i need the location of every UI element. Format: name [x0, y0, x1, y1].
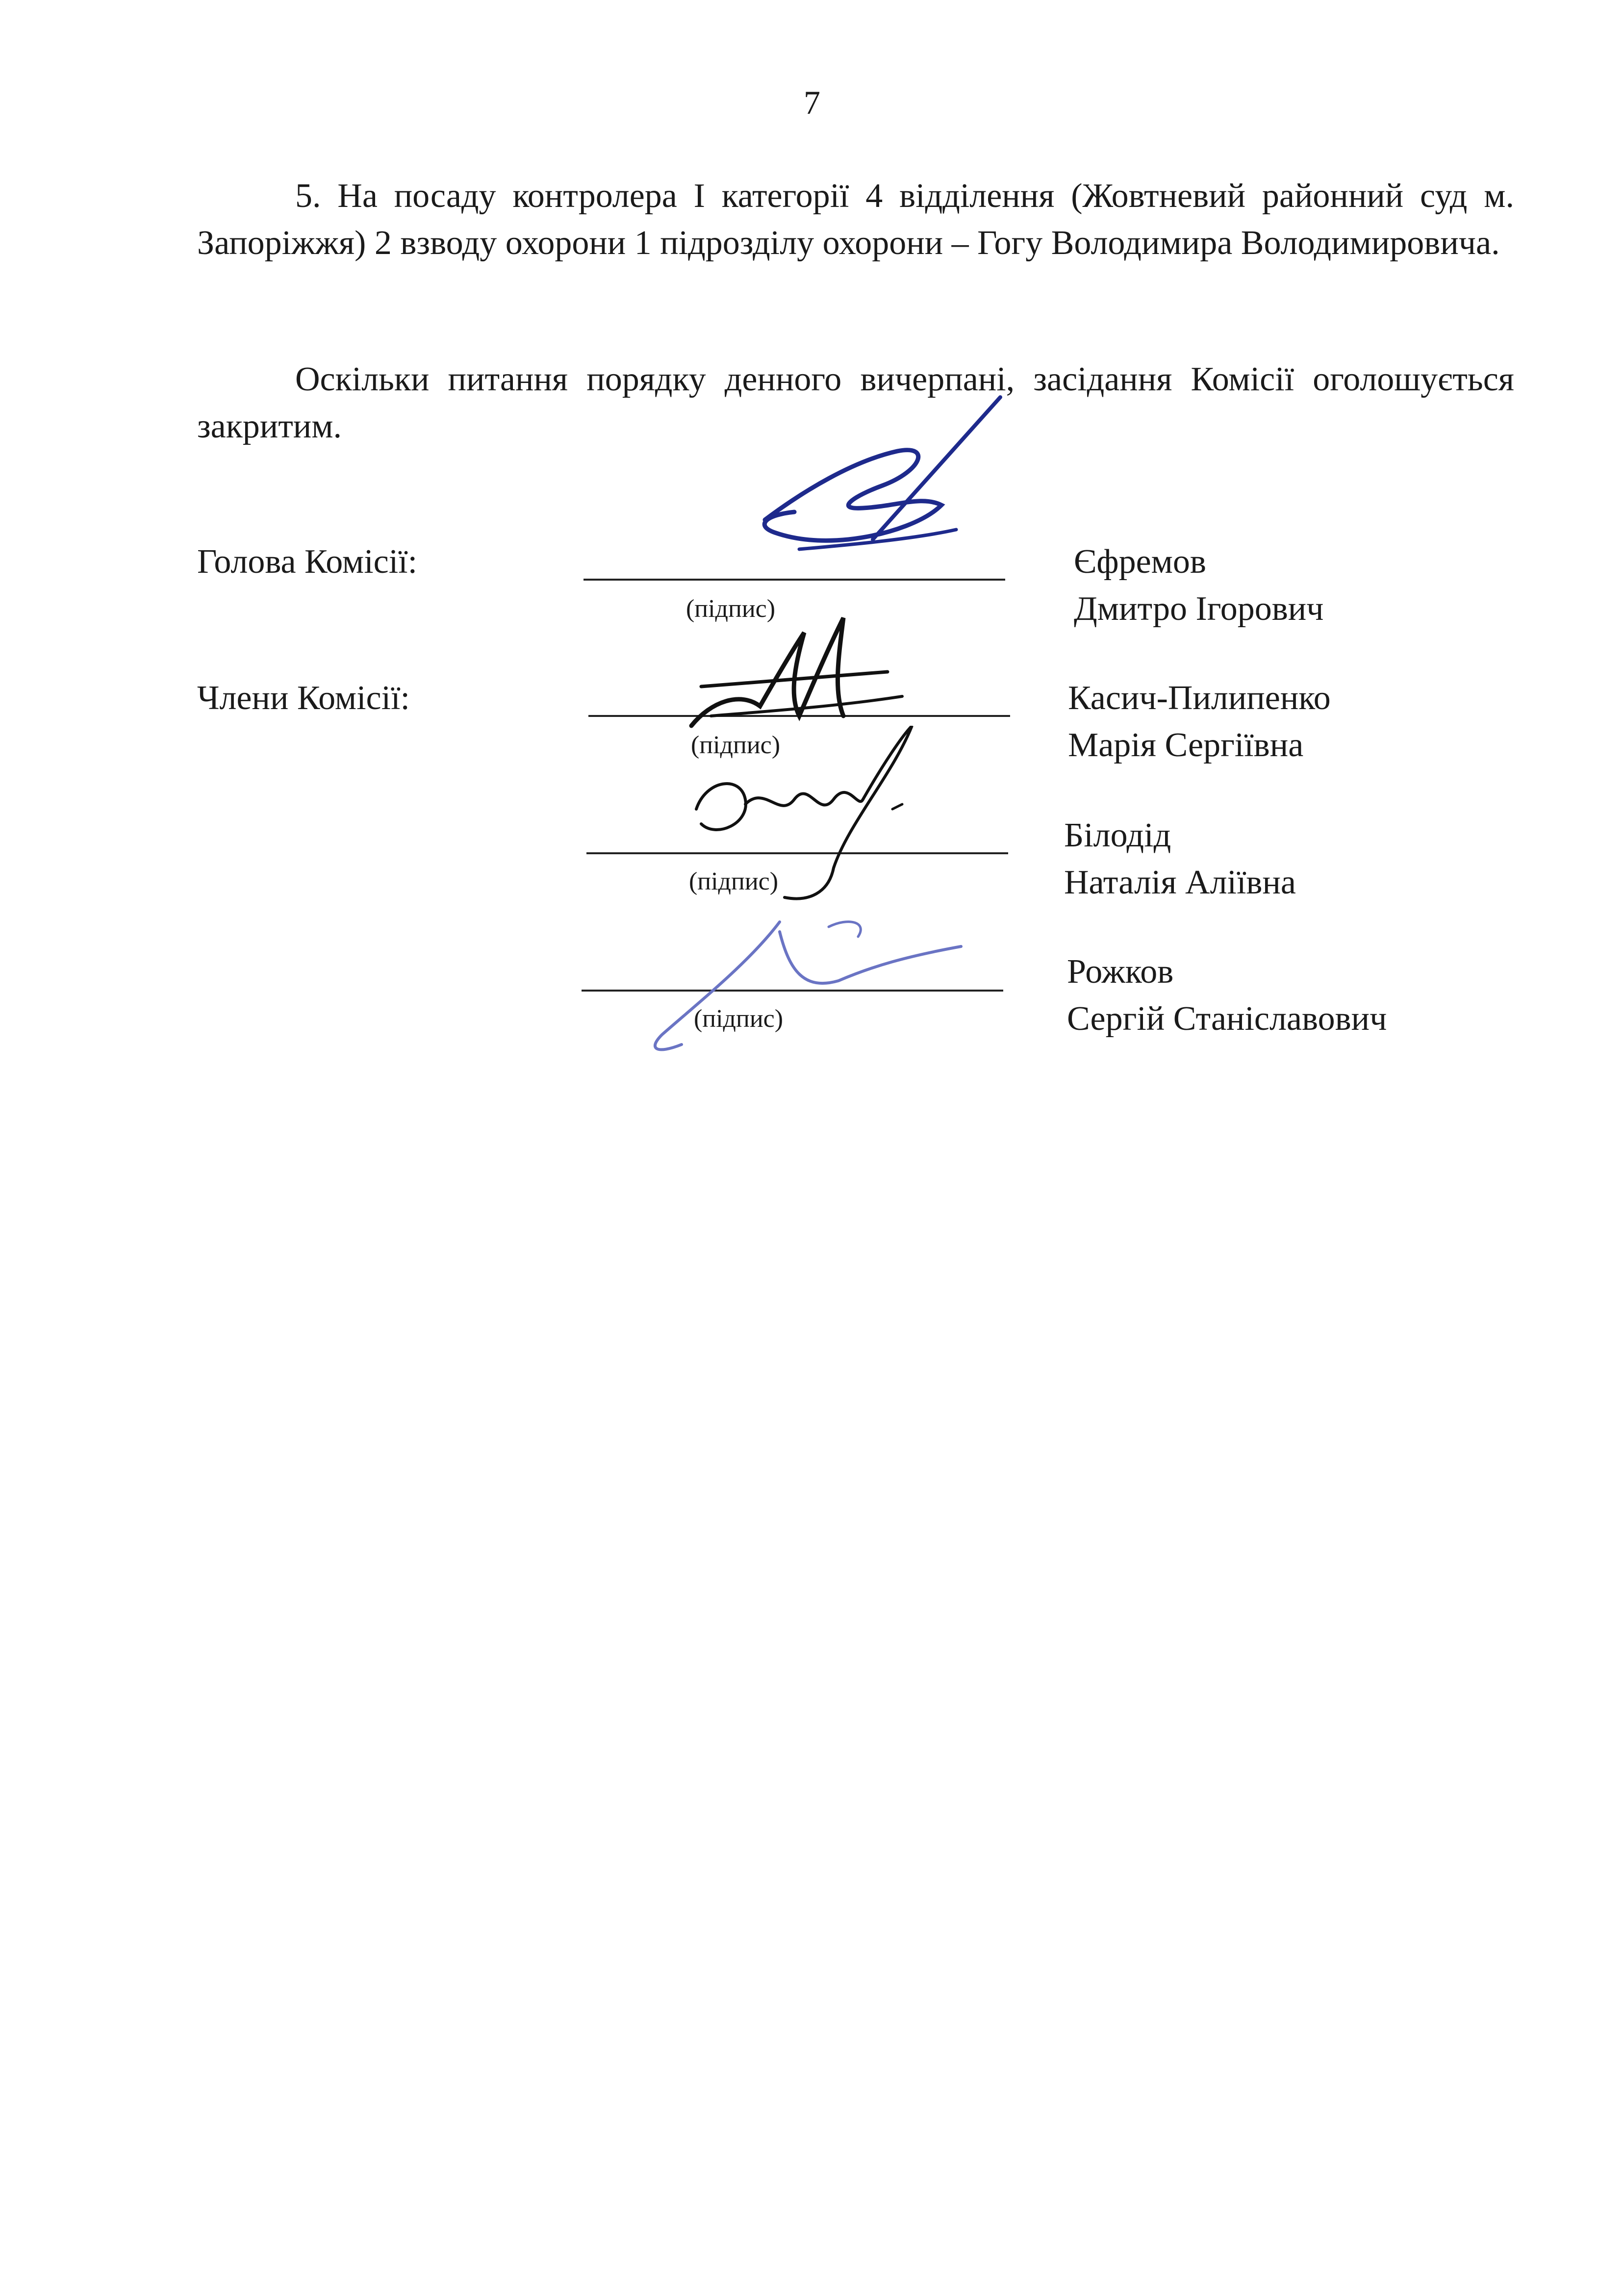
page-number: 7 [804, 84, 820, 121]
signature-caption-2: (підпис) [690, 731, 781, 759]
signature-caption-1: (підпис) [685, 595, 776, 623]
signatory-4-surname: Рожков [1067, 953, 1174, 991]
signature-member-2-scribble [686, 726, 922, 912]
signatory-2 [1068, 675, 1331, 769]
signature-caption-3: (підпис) [688, 867, 779, 895]
signatory-3-surname: Білодід [1064, 816, 1171, 854]
signature-member-3-scribble [642, 912, 976, 1059]
signatory-1-surname: Єфремов [1074, 543, 1206, 581]
signatory-3 [1064, 812, 1296, 906]
signature-member-1-scribble [682, 603, 907, 740]
signature-line-1 [584, 579, 1005, 581]
signatory-4 [1067, 948, 1387, 1043]
paragraph-item-5-text: 5. На посаду контролера І категорії 4 відділення (Жовтневий районний суд м. Запоріжжя) 2 взводу охорони 1 підрозділу охорони – Гогу Володимира Володимировича. [197, 177, 1514, 262]
signatory-2-surname: Касич-Пилипенко [1068, 679, 1331, 717]
signatory-2-given-names: Марія Сергіївна [1068, 726, 1304, 764]
paragraph-closing-text: Оскільки питання порядку денного вичерпані, засідання Комісії оголошується закритим. [197, 360, 1514, 445]
members-role-label: Члени Комісії: [197, 679, 410, 717]
signature-caption-4: (підпис) [693, 1005, 784, 1033]
signatory-1 [1074, 538, 1323, 633]
signatory-1-given-names: Дмитро Ігорович [1074, 590, 1324, 628]
chair-role-label: Голова Комісії: [197, 543, 418, 581]
signatory-3-given-names: Наталія Аліївна [1064, 864, 1296, 901]
signature-chair-scribble [736, 392, 1040, 569]
signatory-4-given-names: Сергій Станіславович [1067, 1000, 1387, 1038]
paragraph-item-5 [197, 173, 1514, 267]
